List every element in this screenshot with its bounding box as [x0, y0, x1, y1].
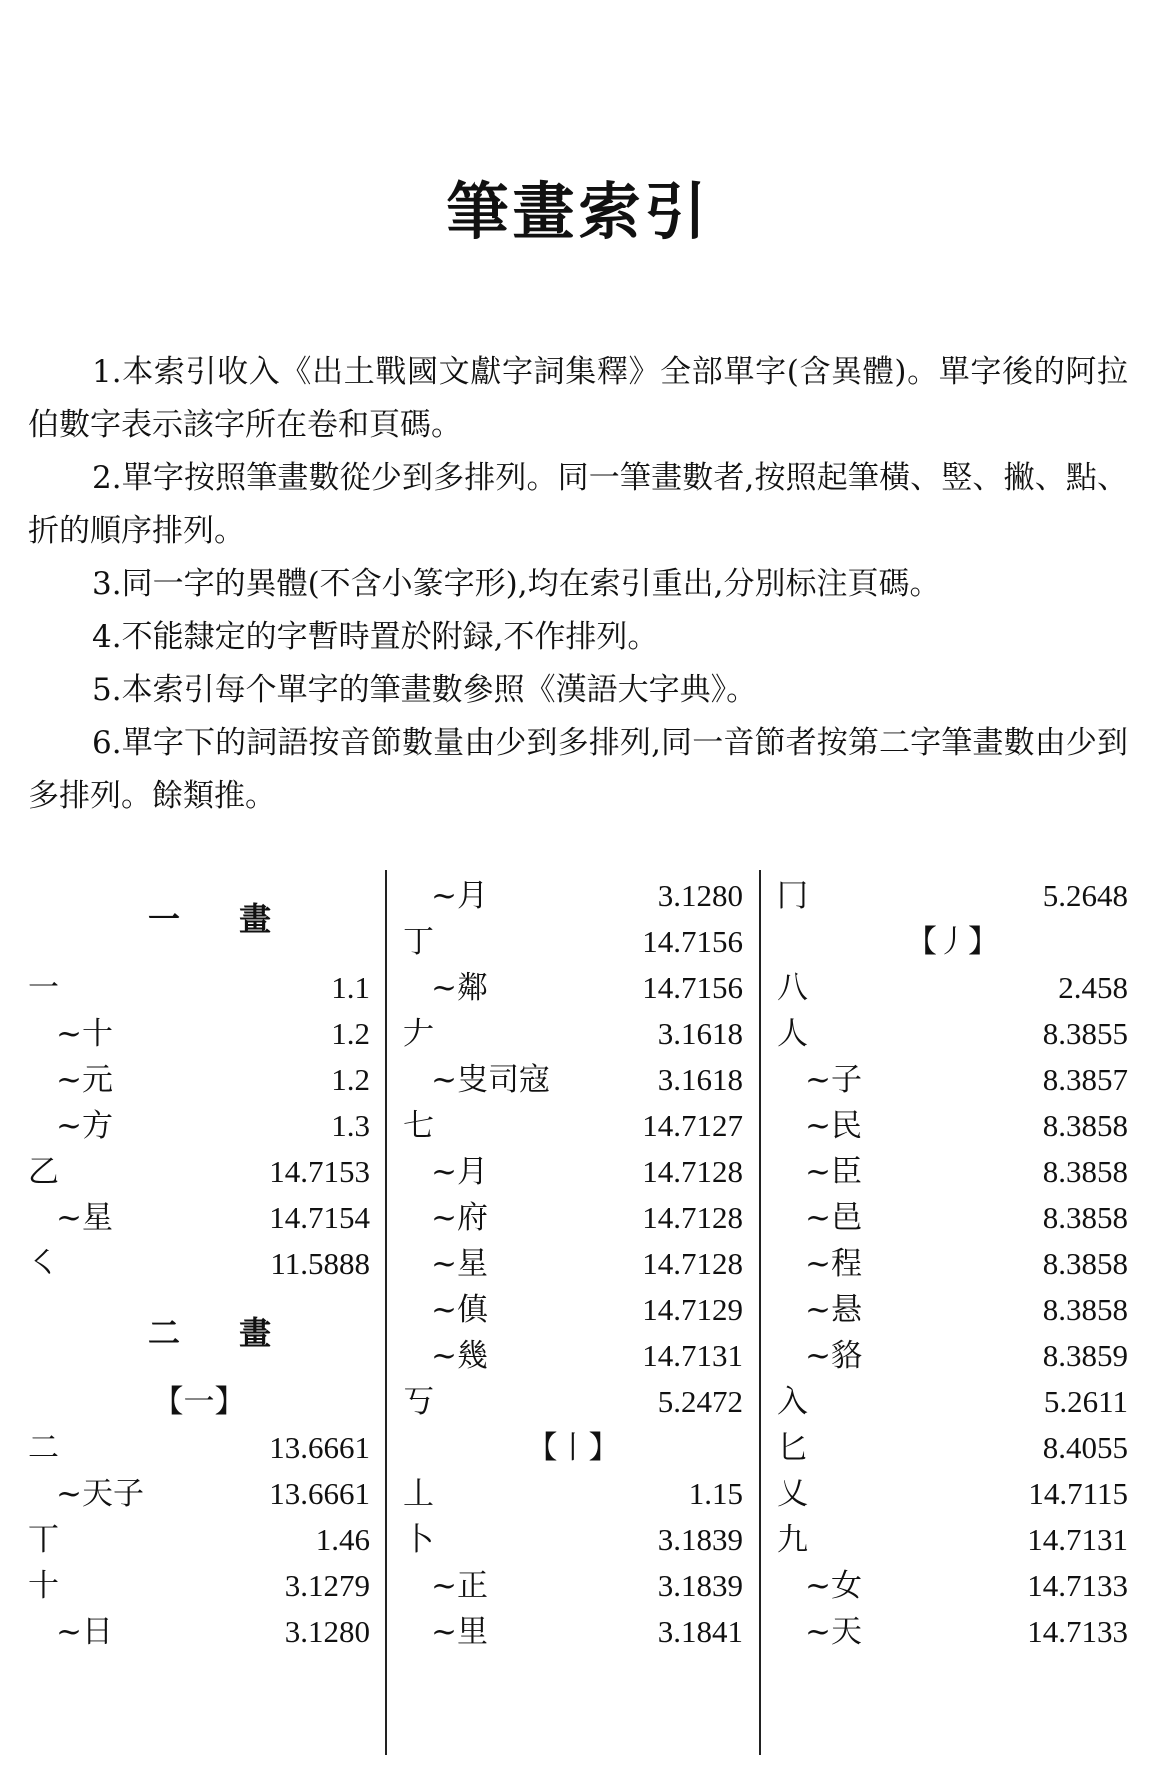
index-subentry	[777, 1284, 1128, 1336]
entry-character: ~元	[56, 1062, 113, 1098]
index-entry	[403, 1514, 743, 1566]
index-subentry	[28, 1192, 370, 1244]
entry-character: ~貉	[805, 1338, 862, 1374]
intro-note-3: 3.同一字的異體(不含小篆字形),均在索引重出,分別标注頁碼。	[92, 566, 941, 602]
entry-page-ref: 8.3857	[1042, 1062, 1128, 1097]
entry-character: 九	[777, 1522, 808, 1558]
entry-page-ref: 1.3	[331, 1108, 370, 1143]
entry-page-ref: 8.3858	[1042, 1246, 1128, 1281]
entry-page-ref: 11.5888	[270, 1246, 370, 1281]
entry-character: 𠂇	[403, 1016, 434, 1052]
index-entry	[777, 1008, 1128, 1060]
index-subentry	[28, 1468, 370, 1520]
index-subentry	[777, 1100, 1128, 1152]
entry-page-ref: 14.7128	[642, 1200, 743, 1235]
entry-page-ref: 14.7131	[1027, 1522, 1128, 1557]
index-columns	[28, 870, 1128, 1780]
index-entry	[777, 1422, 1128, 1474]
entry-page-ref: 8.3858	[1042, 1108, 1128, 1143]
index-entry	[403, 1008, 743, 1060]
entry-page-ref: 14.7156	[642, 970, 743, 1005]
entry-character: 入	[777, 1384, 808, 1420]
index-subentry	[403, 962, 743, 1014]
entry-page-ref: 3.1839	[657, 1568, 743, 1603]
intro-note-5: 5.本索引每个單字的筆畫數參照《漢語大字典》。	[92, 672, 758, 708]
index-entry	[777, 1514, 1128, 1566]
entry-page-ref: 8.3855	[1042, 1016, 1128, 1051]
entry-character: ~月	[431, 1154, 488, 1190]
entry-page-ref: 1.2	[331, 1016, 370, 1051]
entry-page-ref: 3.1841	[657, 1614, 743, 1649]
entry-page-ref: 14.7127	[642, 1108, 743, 1143]
intro-note-4: 4.不能隸定的字暫時置於附録,不作排列。	[92, 619, 659, 655]
index-subentry	[777, 1606, 1128, 1658]
entry-character: ~鄰	[431, 970, 488, 1006]
entry-page-ref: 8.3859	[1042, 1338, 1128, 1373]
entry-character: ~㕜司寇	[431, 1062, 550, 1098]
intro-note-1: 1.本索引收入《出土戰國文獻字詞集釋》全部單字(含異體)。單字後的阿拉伯數字表示該字所在卷和頁碼。	[28, 354, 1128, 443]
column-divider	[759, 870, 761, 1755]
index-subentry	[777, 1192, 1128, 1244]
entry-page-ref: 14.7129	[642, 1292, 743, 1327]
entry-page-ref: 2.458	[1058, 970, 1128, 1005]
index-subentry	[403, 1330, 743, 1382]
entry-page-ref: 14.7128	[642, 1154, 743, 1189]
index-entry	[403, 1376, 743, 1428]
entry-page-ref: 5.2472	[657, 1384, 743, 1419]
index-entry	[403, 916, 743, 968]
entry-page-ref: 8.3858	[1042, 1200, 1128, 1235]
index-subentry	[403, 870, 743, 922]
entry-page-ref: 1.2	[331, 1062, 370, 1097]
entry-character: ~星	[56, 1200, 113, 1236]
index-subentry	[777, 1146, 1128, 1198]
entry-character: 七	[403, 1108, 434, 1144]
entry-character: ~臣	[805, 1154, 862, 1190]
index-subentry	[403, 1284, 743, 1336]
entry-page-ref: 3.1279	[284, 1568, 370, 1603]
stroke-group-label: 【丿】	[906, 924, 999, 960]
entry-character: ~民	[805, 1108, 862, 1144]
index-entry	[777, 1468, 1128, 1520]
intro-notes	[28, 346, 1128, 823]
index-entry	[777, 870, 1128, 922]
entry-character: ㇛	[28, 1246, 59, 1282]
index-entry	[777, 962, 1128, 1014]
entry-page-ref: 14.7115	[1028, 1476, 1128, 1511]
index-subentry	[403, 1146, 743, 1198]
index-subentry	[28, 1008, 370, 1060]
index-entry	[403, 1468, 743, 1520]
index-entry	[403, 1100, 743, 1152]
index-subentry	[403, 1238, 743, 1290]
entry-page-ref: 14.7156	[642, 924, 743, 959]
column-divider	[385, 870, 387, 1755]
entry-page-ref: 3.1839	[657, 1522, 743, 1557]
entry-character: ~天子	[56, 1476, 144, 1512]
entry-page-ref: 3.1280	[657, 878, 743, 913]
intro-note-2: 2.單字按照筆畫數從少到多排列。同一筆畫數者,按照起筆橫、竪、撇、點、折的順序排列。	[28, 460, 1128, 549]
entry-page-ref: 8.3858	[1042, 1154, 1128, 1189]
stroke-count-heading: 一 畫	[148, 900, 296, 938]
entry-character: 匕	[777, 1430, 808, 1466]
entry-character: ~正	[431, 1568, 488, 1604]
entry-character: ~邑	[805, 1200, 862, 1236]
entry-page-ref: 1.15	[688, 1476, 743, 1511]
entry-character: ~子	[805, 1062, 862, 1098]
entry-character: ~方	[56, 1108, 113, 1144]
entry-page-ref: 1.46	[315, 1522, 370, 1557]
entry-character: 二	[28, 1430, 59, 1466]
entry-page-ref: 1.1	[331, 970, 370, 1005]
index-subentry	[28, 1100, 370, 1152]
index-subentry	[28, 1054, 370, 1106]
entry-page-ref: 14.7131	[642, 1338, 743, 1373]
index-column-1	[28, 870, 370, 1780]
entry-character: ~十	[56, 1016, 113, 1052]
entry-character: 丂	[403, 1384, 434, 1420]
index-subentry	[777, 1560, 1128, 1612]
page-title: 筆畫索引	[446, 175, 711, 248]
entry-page-ref: 14.7154	[269, 1200, 370, 1235]
index-entry	[28, 1238, 370, 1290]
entry-page-ref: 3.1280	[284, 1614, 370, 1649]
entry-page-ref: 3.1618	[657, 1016, 743, 1051]
entry-character: ~里	[431, 1614, 488, 1650]
entry-character: ~程	[805, 1246, 862, 1282]
index-entry	[28, 1514, 370, 1566]
entry-page-ref: 13.6661	[269, 1430, 370, 1465]
index-entry	[777, 1376, 1128, 1428]
entry-character: ~星	[431, 1246, 488, 1282]
entry-character: ~府	[431, 1200, 488, 1236]
index-subentry	[403, 1054, 743, 1106]
index-entry	[28, 1560, 370, 1612]
index-subentry	[777, 1330, 1128, 1382]
index-subentry	[777, 1238, 1128, 1290]
entry-character: 一	[28, 970, 59, 1006]
entry-character: 卜	[403, 1522, 434, 1558]
entry-page-ref: 8.3858	[1042, 1292, 1128, 1327]
entry-character: 八	[777, 970, 808, 1006]
entry-character: 十	[28, 1568, 59, 1604]
entry-character: 乙	[28, 1154, 59, 1190]
index-column-3	[777, 870, 1128, 1780]
entry-character: ~日	[56, 1614, 113, 1650]
entry-page-ref: 14.7133	[1027, 1614, 1128, 1649]
index-entry	[28, 1146, 370, 1198]
entry-page-ref: 8.4055	[1042, 1430, 1128, 1465]
index-entry	[28, 962, 370, 1014]
entry-page-ref: 13.6661	[269, 1476, 370, 1511]
index-entry	[28, 1422, 370, 1474]
entry-character: ~傎	[431, 1292, 488, 1328]
index-subentry	[403, 1560, 743, 1612]
entry-character: ~幾	[431, 1338, 488, 1374]
entry-character: 人	[777, 1016, 808, 1052]
entry-page-ref: 5.2648	[1042, 878, 1128, 913]
index-subentry	[28, 1606, 370, 1658]
index-column-2	[403, 870, 743, 1780]
entry-page-ref: 3.1618	[657, 1062, 743, 1097]
entry-page-ref: 14.7133	[1027, 1568, 1128, 1603]
entry-page-ref: 14.7153	[269, 1154, 370, 1189]
entry-character: ~月	[431, 878, 488, 914]
stroke-group-label: 【一】	[152, 1384, 246, 1420]
index-subentry	[403, 1192, 743, 1244]
entry-character: 丄	[403, 1476, 434, 1512]
entry-character: ~天	[805, 1614, 862, 1650]
stroke-group-label: 【丨】	[526, 1430, 620, 1466]
entry-character: 冂	[777, 878, 808, 914]
entry-page-ref: 5.2611	[1043, 1384, 1128, 1419]
stroke-count-heading: 二 畫	[148, 1314, 296, 1352]
entry-character: ~女	[805, 1568, 862, 1604]
intro-note-6: 6.單字下的詞語按音節數量由少到多排列,同一音節者按第二字筆畫數由少到多排列。餘類推。	[28, 725, 1128, 814]
entry-character: 丅	[28, 1522, 59, 1558]
entry-character: 乂	[777, 1476, 808, 1512]
index-subentry	[403, 1606, 743, 1658]
entry-page-ref: 14.7128	[642, 1246, 743, 1281]
index-subentry	[777, 1054, 1128, 1106]
entry-character: ~悬	[805, 1292, 862, 1328]
entry-character: 丁	[403, 924, 434, 960]
